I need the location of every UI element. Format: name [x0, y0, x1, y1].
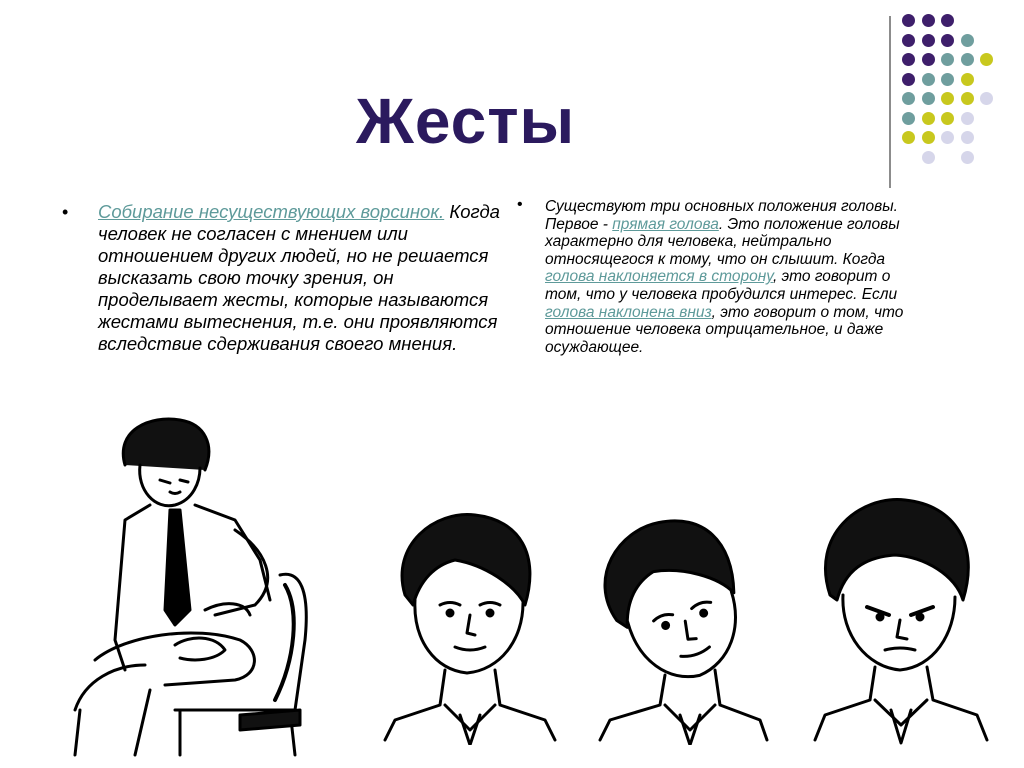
right-bullet-text — [545, 198, 925, 356]
decorative-dot — [922, 151, 935, 164]
decorative-dot — [902, 53, 915, 66]
decorative-dot — [941, 92, 954, 105]
decorative-dot — [961, 73, 974, 86]
decorative-dot — [961, 34, 974, 47]
decorative-dot — [922, 73, 935, 86]
head-tilted-illustration — [585, 510, 770, 745]
decorative-dot — [922, 112, 935, 125]
decorative-dot — [922, 14, 935, 27]
decorative-dot — [941, 53, 954, 66]
link-head-down[interactable]: голова наклонена вниз — [545, 303, 712, 321]
left-bullet-body: Когда человек не согласен с мнением или отношением других людей, но не решается высказать свою точку зрения, он проделывает жесты, которые называются жестами вытеснения, т.е. они проявляются вследствие сдерживания своего мнения. — [98, 201, 500, 354]
decorative-dot — [922, 34, 935, 47]
link-head-tilted[interactable]: голова наклоняется в сторону — [545, 268, 773, 286]
bullet-marker-right: • — [517, 196, 523, 213]
decorative-dot — [922, 92, 935, 105]
right-text-part-1: Существуют три основных положения головы. Первое - — [545, 198, 898, 233]
decorative-dot — [902, 112, 915, 125]
decorative-dot — [961, 151, 974, 164]
decorative-dot — [902, 14, 915, 27]
decorative-dot — [941, 34, 954, 47]
decorative-dot — [922, 131, 935, 144]
decorative-dot — [980, 53, 993, 66]
left-bullet-text — [98, 201, 518, 355]
link-lint-picking[interactable]: Собирание несуществующих ворсинок. — [98, 201, 445, 222]
seated-man-illustration — [55, 410, 330, 760]
decorative-dot — [961, 131, 974, 144]
link-head-straight[interactable]: прямая голова — [612, 215, 719, 233]
decorative-dot — [902, 34, 915, 47]
decorative-dot — [961, 112, 974, 125]
decorative-dot — [902, 92, 915, 105]
decorative-dot — [961, 53, 974, 66]
slide-title: Жесты — [356, 85, 576, 157]
decorative-dot — [961, 92, 974, 105]
right-text-part-3: , это говорит о том, что у человека пробудился интерес. Если — [545, 268, 898, 303]
right-text-part-2: . Это положение головы характерно для человека, нейтрально относящегося к тому, что он слышит. Когда — [545, 215, 900, 268]
bullet-marker-left: • — [62, 202, 69, 222]
decorative-dot — [980, 92, 993, 105]
decorative-dot — [941, 112, 954, 125]
decorative-dot — [922, 53, 935, 66]
decorative-dot — [941, 14, 954, 27]
decorative-dot — [902, 131, 915, 144]
head-down-illustration — [805, 495, 990, 745]
decorative-dot-grid — [902, 14, 1012, 164]
right-text-part-4: , это говорит о том, что отношение человека отрицательное, и даже осуждающее. — [545, 303, 904, 356]
head-straight-illustration — [375, 505, 560, 745]
decorative-vertical-line — [889, 16, 891, 188]
decorative-dot — [902, 73, 915, 86]
decorative-dot — [941, 131, 954, 144]
decorative-dot — [941, 73, 954, 86]
